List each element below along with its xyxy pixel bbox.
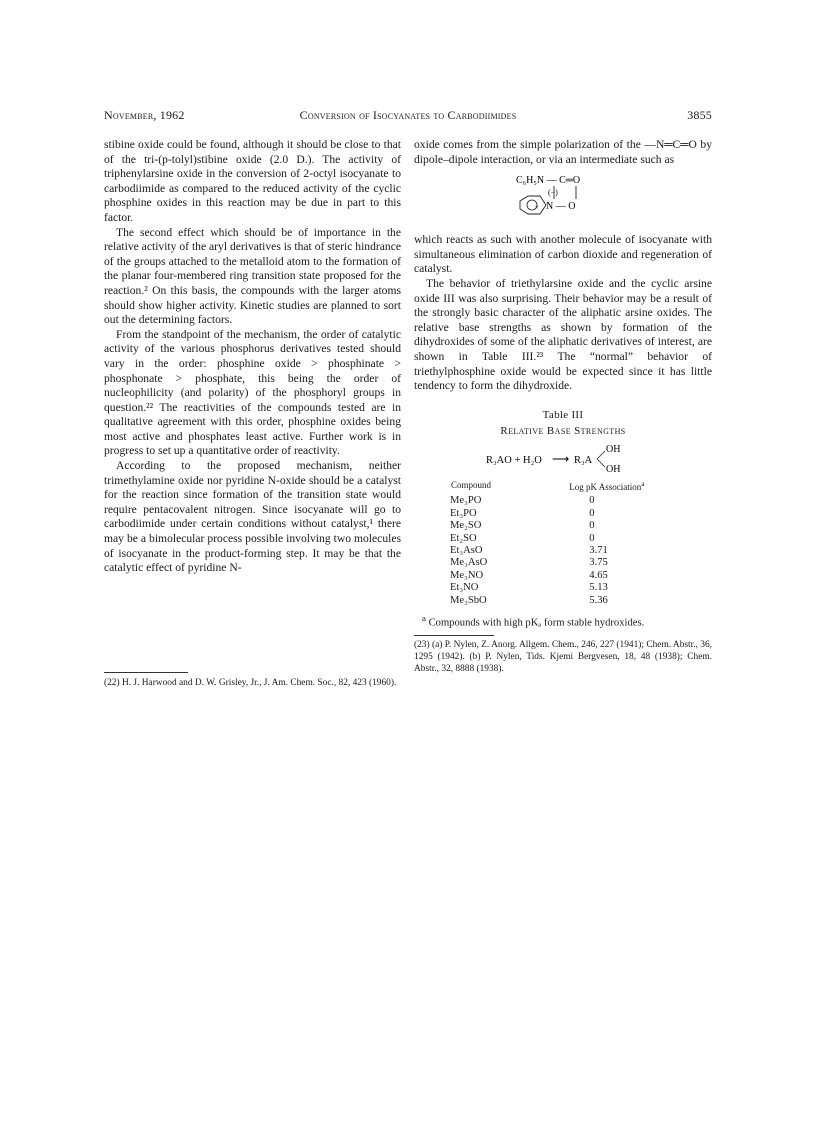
- table-title: Table III: [542, 408, 584, 421]
- table-subtitle: Relative Base Strengths: [500, 425, 626, 438]
- page-number: 3855: [687, 108, 712, 122]
- paragraph: The second effect which should be of importance in the relative activity of the aryl derivatives is that of steric hindrance of the groups attached to the metalloid atom to the formation of the planar four-membered ring transition state proposed for the reaction.² On this basis, the compounds with the larger atoms should show higher activity. Kinetic studies are planned to sort out the determining factors.: [104, 225, 401, 327]
- cell-value: 4.65: [589, 569, 608, 581]
- table-row: [450, 508, 690, 520]
- table-row: [450, 533, 690, 545]
- cell-compound: Me₃SbO: [450, 594, 487, 606]
- cell-value: 0: [589, 507, 595, 519]
- cell-value: 0: [589, 532, 595, 544]
- cell-value: 5.36: [589, 594, 608, 606]
- cell-compound: Me₃AsO: [450, 557, 488, 569]
- footnote-23: (23) (a) P. Nylen, Z. Anorg. Allgem. Chem., 246, 227 (1941); Chem. Abstr., 36, 1295 (1942). (b) P. Nylen, Tids. Kjemi Bergvesen, 18, 48 (1938); Chem. Abstr., 32, 8888 (1938).: [414, 640, 712, 674]
- cell-value: 3.75: [589, 557, 608, 569]
- paragraph: The behavior of triethylarsine oxide and the cyclic arsine oxide III was also surprising. Their behavior may be a result of the strongly basic character of the aliphatic arsine oxides. The relative base strengths as shown by formation of the dihydroxides of some of the aliphatic derivatives of interest, are shown in Table III.²³ The “normal” behavior of triethylphosphine oxide would be expected since it has little tendency to form the dihydroxide.: [414, 276, 712, 393]
- paragraph: which reacts as such with another molecule of isocyanate with simultaneous elimination of carbon dioxide and regeneration of catalyst.: [414, 233, 712, 276]
- cell-compound: Me₃NO: [450, 569, 484, 581]
- table-footnote: [414, 611, 712, 631]
- header-date: November, 1962: [104, 108, 185, 122]
- table-row: [450, 545, 690, 557]
- cell-value: 0: [589, 495, 595, 507]
- cell-value: 0: [589, 520, 595, 532]
- structure-bottom-label: N — O: [546, 201, 576, 213]
- column-header-compound: Compound: [451, 480, 492, 491]
- equation-arrow: ⟶: [552, 451, 570, 466]
- equation-diagram: [486, 441, 646, 477]
- cell-compound: Me₃PO: [450, 495, 482, 507]
- table-row: [450, 570, 690, 582]
- cell-compound: Me₂SO: [450, 520, 482, 532]
- table-row: [450, 557, 690, 569]
- table-footnote-marker: a: [422, 612, 426, 623]
- table-header-row: [450, 477, 690, 495]
- structure-charge-label: (−): [548, 188, 558, 198]
- equation-reactants: R₃AO + H₂O: [486, 454, 542, 466]
- intermediate-structure: [414, 173, 712, 225]
- column-header-value: [505, 477, 690, 495]
- base-strength-table: [450, 477, 690, 607]
- running-header: [104, 108, 712, 124]
- equation-oh-bottom: OH: [606, 463, 621, 475]
- footnote-rule: [104, 672, 188, 673]
- right-column: [414, 138, 712, 675]
- column-header-value-text: Log pK Association: [569, 481, 642, 492]
- left-column: [104, 138, 401, 576]
- cell-compound: Et₃PO: [450, 507, 477, 519]
- equation-oh-top: OH: [606, 443, 621, 455]
- structure-top-label: C₆H₅N — C═O: [516, 175, 581, 187]
- paragraph: From the standpoint of the mechanism, the order of catalytic activity of the various phosphorus derivatives tested should vary in the order: phosphine oxide > phosphinate > phosphonate > phosphate, this being the order of nucleophilicity (and polarity) of the phosphoryl groups in question.²² The reactivities of the compounds tested are in qualitative agreement with this order, phosphine oxides being most active and phosphates least active. Further work is in progress to set up a quantitative order of reactivity.: [104, 327, 401, 458]
- paragraph: According to the proposed mechanism, neither trimethylamine oxide nor pyridine N-oxide should be a catalyst for the reaction since formation of the transition state would require pentacovalent nitrogen. Since isocyanate will go to carbodiimide under certain conditions without catalyst,¹ there may be a bimolecular process possible involving two molecules of isocyanate in the product-forming step. It may be that the catalytic effect of pyridine N-: [104, 459, 401, 575]
- cell-compound: Et₃AsO: [450, 544, 483, 556]
- footnote-rule: [414, 635, 494, 636]
- footnote-22: (22) H. J. Harwood and D. W. Grisley, Jr., J. Am. Chem. Soc., 82, 423 (1960).: [104, 678, 397, 688]
- table-footnote-text: Compounds with high pKₐ form stable hydroxides.: [428, 617, 645, 629]
- paragraph: oxide comes from the simple polarization of the —N═C═O by dipole–dipole interaction, or via an intermediate such as: [414, 138, 712, 166]
- structure-plus-label: +: [535, 203, 539, 212]
- paragraph: stibine oxide could be found, although it should be close to that of the tri-(p-tolyl)stibine oxide (2.0 D.). The activity of triphenylarsine oxide in the conversion of 2-octyl isocyanate to carbodiimide as compared to the reduced activity of the cyclic phosphine oxides in this reaction may be due in part to this factor.: [104, 138, 401, 224]
- equation-product: R₃A: [574, 454, 593, 466]
- table-row: [450, 582, 690, 594]
- pyridine-intermediate-diagram: [510, 173, 620, 225]
- table-row: [450, 595, 690, 607]
- table-row: [450, 495, 690, 507]
- cell-compound: Et₂SO: [450, 532, 477, 544]
- cell-compound: Et₃NO: [450, 582, 479, 594]
- column-header-footnote-marker: a: [641, 478, 645, 488]
- cell-value: 3.71: [589, 544, 608, 556]
- header-title: Conversion of Isocyanates to Carbodiimides: [299, 108, 517, 122]
- cell-value: 5.13: [589, 582, 608, 594]
- table-row: [450, 520, 690, 532]
- table-equation: [414, 441, 712, 477]
